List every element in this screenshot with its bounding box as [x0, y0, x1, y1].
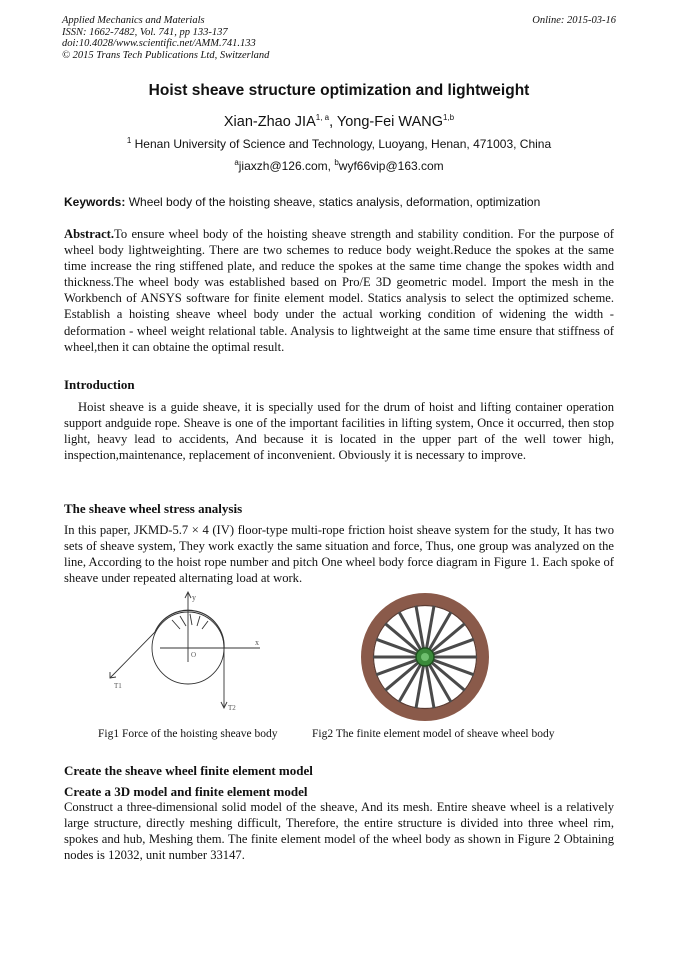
author-2-sup: 1,b — [443, 113, 455, 123]
email-a[interactable]: jiaxzh@126.com, — [238, 159, 335, 173]
load-hatch-5 — [172, 620, 180, 629]
rope-t1 — [110, 632, 155, 678]
email-b[interactable]: wyf66vip@163.com — [338, 159, 444, 173]
figure-1-force-diagram — [100, 590, 280, 720]
label-t2: T2 — [228, 704, 236, 712]
paper-title: Hoist sheave structure optimization and lightweight — [148, 82, 530, 99]
issn: ISSN: 1662-7482, Vol. 741, pp 133-137 — [62, 26, 228, 38]
wheel-hub-bore — [421, 653, 429, 661]
label-y: y — [192, 593, 196, 602]
email-a-sup: a — [234, 158, 239, 167]
authors — [0, 114, 678, 130]
load-hatch-1 — [180, 616, 186, 626]
author-1: Xian-Zhao JIA — [223, 114, 316, 130]
create-subheading: Create a 3D model and finite element model — [64, 784, 308, 799]
abstract — [64, 226, 614, 355]
emails — [0, 159, 678, 173]
stress-heading: The sheave wheel stress analysis — [64, 501, 243, 516]
wrap-arc — [155, 610, 224, 648]
keywords — [64, 195, 624, 209]
label-o: O — [191, 651, 197, 659]
fig1-caption: Fig1 Force of the hoisting sheave body — [98, 728, 278, 740]
affiliation-text: Henan University of Science and Technology, Luoyang, Henan, 471003, China — [131, 137, 552, 151]
load-hatch-2 — [190, 614, 192, 625]
author-2: Yong-Fei WANG — [336, 114, 443, 130]
figure-2-fe-wheel-model — [355, 590, 495, 725]
create-heading: Create the sheave wheel finite element model — [64, 763, 313, 778]
online-date: Online: 2015-03-16 — [532, 15, 616, 26]
email-b-sup: b — [334, 158, 339, 167]
doi: doi:10.4028/www.scientific.net/AMM.741.133 — [62, 38, 256, 49]
label-x: x — [255, 638, 259, 647]
keywords-text: Wheel body of the hoisting sheave, statics analysis, deformation, optimization — [125, 195, 541, 209]
stress-text: In this paper, JKMD-5.7 × 4 (IV) floor-type multi-rope friction hoist sheave system for the study, It has two sets of sheave system, They work exactly the same situation and force, Thus, one group was analyzed on the line, According to the hoist rope number and pitch One wheel body force diagram in Figure 1. Each spoke of sheave under repeated alternating load at work. — [64, 523, 614, 586]
journal-name: Applied Mechanics and Materials — [62, 15, 205, 26]
author-separator: , — [329, 114, 337, 130]
load-hatch-3 — [197, 616, 200, 626]
copyright: © 2015 Trans Tech Publications Ltd, Switzerland — [62, 49, 270, 61]
affiliation — [0, 137, 678, 151]
affiliation-sup: 1 — [126, 136, 132, 145]
label-t1: T1 — [114, 682, 122, 690]
abstract-label: Abstract. — [64, 227, 115, 241]
abstract-text: To ensure wheel body of the hoisting sheave strength and stability condition. For the purpose of wheel body lightweighting. There are two schemes to reduce body weight.Reduce the spokes at the same time increase the ring stiffened plate, and reduce the spokes at the same time change the spokes width and thickness.The wheel body was established based on Pro/E 3D geometric model. Import the mesh in the Workbench of ANSYS software for finite element model. Statics analysis to select the optimized scheme. Establish a hoisting sheave wheel body under the actual working condition of widening the width - deformation - wheel weight relational table. Analysis to lightweight at the same time ensure that stiffness of wheel,then it can obtaine the optimal result. — [64, 227, 614, 354]
running-header — [62, 15, 269, 61]
author-1-sup: 1, a — [315, 113, 330, 123]
intro-heading: Introduction — [64, 377, 135, 392]
intro-text: Hoist sheave is a guide sheave, it is specially used for the drum of hoist and lifting container operation support andguide rope. Sheave is one of the important facilities in lifting system, Once it occurred, then stop light, heavy lead to accidents, And because it is located in the upper part of the well tower high, inspection,maintenance, replacement of inconvenient. Obviously it is necessary to improve. — [64, 400, 614, 463]
fig2-caption: Fig2 The finite element model of sheave wheel body — [312, 728, 555, 740]
create-text: Construct a three-dimensional solid model of the sheave, And its mesh. Entire sheave wheel is a relatively large structure, directly meshing difficult, Therefore, the entire structure is divided into three wheel rim, spokes and hub, Meshing them. The finite element model of the wheel body as shown in Figure 2 Obtaining nodes is 12032, unit number 33147. — [64, 800, 614, 863]
keywords-label: Keywords: — [64, 195, 126, 209]
load-hatch-4 — [202, 621, 208, 629]
